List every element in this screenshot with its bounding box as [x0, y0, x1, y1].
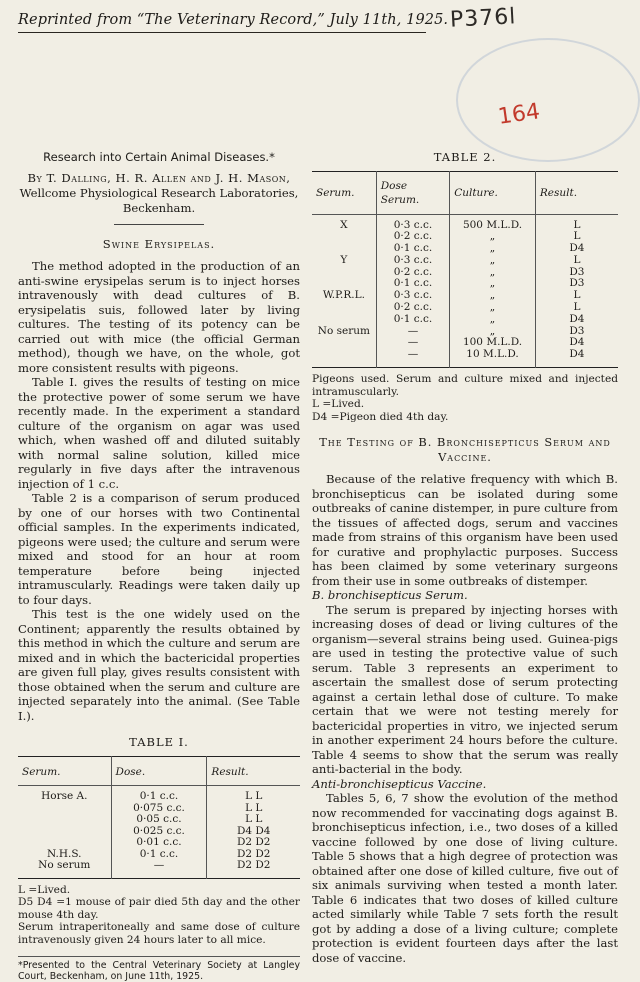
- table-2: [312, 171, 618, 369]
- table-cell-result: L L L L L L D4 D4 D2 D2 D2 D2 D2 D2: [236, 790, 271, 871]
- paragraph: The method adopted in the production of an anti-swine erysipelas serum is to inject horses intravenously with dead cultures of B. erysipelatis suis, followed later by living cultures. The testing of its potency can be carried out with mice (the official German method), though we have, on the whole, got more consistent results with pigeons.: [18, 259, 300, 375]
- byline-location: Beckenham.: [122, 200, 196, 215]
- paragraph: Table I. gives the results of testing on mice the protective power of some serum we have recently made. In the experiment a standard culture of the organism on agar was used which, when washed off and diluted suitably with normal saline solution, killed mice regularly in five days after the intravenous injection of 1 c.c.: [18, 375, 300, 491]
- divider: [114, 224, 204, 225]
- paragraph: This test is the one widely used on the Continent; apparently the results obtained by this method in which the culture and serum are mixed and in which the bactericidal properties are given full play, gives results consistent with those obtained when the serum and culture are injected separately into the animal. (See Table I.).: [18, 607, 300, 723]
- note: Serum intraperitoneally and same dose of culture intravenously given 24 hours later to all mice.: [18, 921, 300, 946]
- table-header: Result.: [207, 756, 300, 786]
- table-header: Serum.: [312, 171, 376, 214]
- subheading-vaccine: Anti-bronchisepticus Vaccine.: [312, 776, 487, 791]
- table-header: Dose Serum.: [376, 171, 449, 214]
- table-header: Culture.: [450, 171, 536, 214]
- table-2-caption: TABLE 2.: [433, 150, 497, 164]
- paragraph: Table 2 is a comparison of serum produced by one of our horses with two Continental official samples. In the experiments indicated, pigeons were used; the culture and serum were mixed and stood for an hour at room temperature before being injected intramuscularly. Readings were taken daily up to four days.: [18, 491, 300, 607]
- subheading-serum: B. bronchisepticus Serum.: [312, 588, 468, 603]
- table-cell-serum: Horse A. N.H.S. No serum: [18, 786, 111, 879]
- handwritten-catalogue-number: P376l: [449, 4, 517, 33]
- table-cell-serum: X Y W.P.R.L. No serum: [312, 214, 376, 368]
- paragraph: Because of the relative frequency with which B. bronchisepticus can be isolated during some outbreaks of canine distemper, in pure culture from the tissues of affected dogs, serum and vaccines made from strains of this organism have been used for curative and prophylactic purposes. Success has been claimed by some veterinary surgeons from their use in some outbreaks of distemper.: [312, 472, 618, 588]
- table-cell-dose: 0·1 c.c. 0·075 c.c. 0·05 c.c. 0·025 c.c. 0·01 c.c. 0·1 c.c. —: [111, 786, 207, 879]
- footnote: *Presented to the Central Veterinary Society at Langley Court, Beckenham, on June 11th, 1925.: [18, 956, 300, 982]
- paragraph: The serum is prepared by injecting horses with increasing doses of dead or living cultures of the organism—several strains being used. Guinea-pigs are used in testing the protective value of such serum. Table 3 represents an experiment to ascertain the smallest dose of serum protecting against a certain lethal dose of culture. To make certain that we were not testing merely for bactericidal properties in vitro, we injected serum in another experiment 24 hours before the culture. Table 4 seems to show that the serum was really anti-bacterial in the body.: [312, 602, 618, 777]
- table-1: [18, 756, 300, 879]
- faded-library-stamp: [456, 38, 640, 162]
- byline-authors: By T. Dalling, H. R. Allen and J. H. Mason,: [27, 170, 291, 185]
- table-header: Dose.: [111, 756, 207, 786]
- note: Pigeons used. Serum and culture mixed and injected intramuscularly.: [312, 373, 618, 398]
- table-2-notes: [312, 373, 618, 423]
- note: D5 D4 =1 mouse of pair died 5th day and the other mouse 4th day.: [18, 896, 300, 921]
- byline: [18, 171, 300, 216]
- table-cell-dose: 0·3 c.c. 0·2 c.c. 0·1 c.c. 0·3 c.c. 0·2 c.c. 0·1 c.c. 0·3 c.c. 0·2 c.c. 0·1 c.c. — — —: [376, 214, 449, 368]
- right-column: [312, 150, 618, 965]
- handwritten-red-number: 164: [496, 99, 542, 130]
- note: L =Lived.: [312, 398, 365, 411]
- note: L =Lived.: [18, 883, 71, 896]
- article-title: Research into Certain Animal Diseases.*: [43, 150, 275, 164]
- table-header: Result.: [535, 171, 618, 214]
- table-cell-result: L L D4 L D3 D3 L L D4 D3 D4 D4: [569, 218, 585, 361]
- table-1-caption: TABLE I.: [129, 735, 189, 749]
- section-heading-swine-erysipelas: Swine Erysipelas.: [102, 236, 216, 251]
- left-column: [18, 150, 300, 982]
- reprint-header: Reprinted from “The Veterinary Record,” July 11th, 1925.: [18, 12, 426, 33]
- note: D4 =Pigeon died 4th day.: [312, 410, 449, 423]
- section-heading-bronchisepticus: The Testing of B. Bronchisepticus Serum and Vaccine.: [319, 435, 611, 464]
- paragraph: Tables 5, 6, 7 show the evolution of the method now recommended for vaccinating dogs against B. bronchisepticus infection, i.e., two doses of a killed vaccine followed by one dose of living culture. Table 5 shows that a high degree of protection was obtained after one dose of killed culture, five out of six animals surviving when tested a month later. Table 6 indicates that two doses of killed culture acted similarly while Table 7 sets forth the result got by adding a dose of a living culture; complete protection is evident fourteen days after the last dose of vaccine.: [312, 791, 618, 965]
- table-header: Serum.: [18, 756, 111, 786]
- table-1-notes: [18, 884, 300, 947]
- table-cell-culture: 500 M.L.D. „ „ „ „ „ „ „ „ „ 100 M.L.D. 10 M.L.D.: [450, 214, 536, 368]
- byline-institution: Wellcome Physiological Research Laboratories,: [19, 185, 299, 200]
